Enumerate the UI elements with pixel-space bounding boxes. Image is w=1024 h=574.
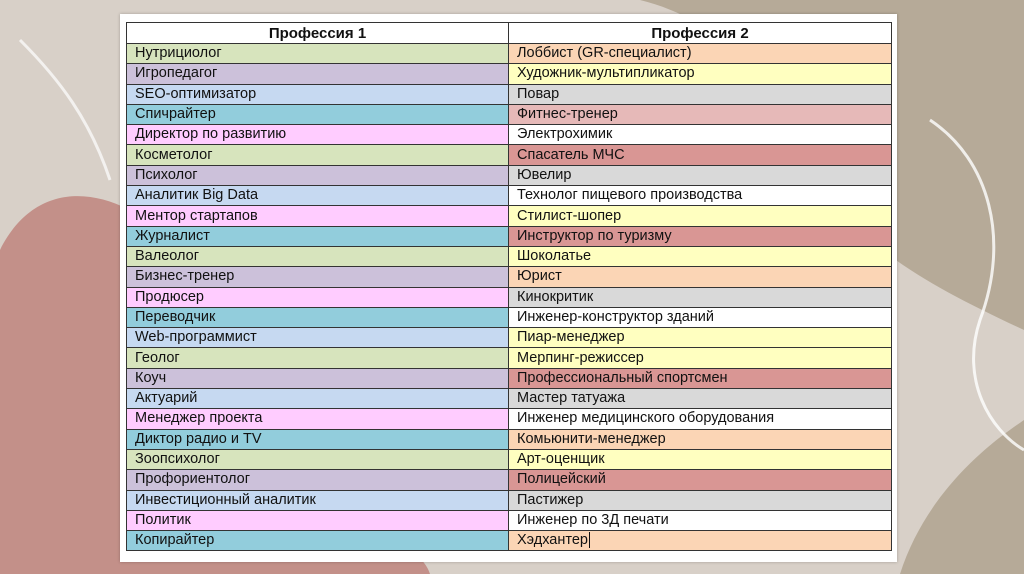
profession-2-cell: Лоббист (GR-специалист) — [509, 44, 892, 64]
table-row — [127, 104, 892, 124]
profession-1-cell: Геолог — [127, 348, 509, 368]
table-row — [127, 165, 892, 185]
table-row — [127, 368, 892, 388]
profession-2-cell: Мастер татуажа — [509, 389, 892, 409]
table-header-row — [127, 23, 892, 44]
profession-2-cell: Кинокритик — [509, 287, 892, 307]
table-row — [127, 531, 892, 551]
profession-2-cell: Спасатель МЧС — [509, 145, 892, 165]
profession-1-cell: Коуч — [127, 368, 509, 388]
profession-1-cell: Политик — [127, 510, 509, 530]
profession-1-cell: Инвестиционный аналитик — [127, 490, 509, 510]
profession-2-cell: Профессиональный спортсмен — [509, 368, 892, 388]
profession-1-cell: Валеолог — [127, 246, 509, 266]
profession-1-cell: Игропедагог — [127, 64, 509, 84]
table-row — [127, 429, 892, 449]
table-row — [127, 307, 892, 327]
profession-1-cell: Копирайтер — [127, 531, 509, 551]
header-profession-1: Профессия 1 — [127, 23, 509, 44]
table-row — [127, 389, 892, 409]
profession-2-cell: Ювелир — [509, 165, 892, 185]
table-row — [127, 125, 892, 145]
table-row — [127, 84, 892, 104]
profession-1-cell: Бизнес-тренер — [127, 267, 509, 287]
profession-2-cell: Художник-мультипликатор — [509, 64, 892, 84]
profession-1-cell: Web-программист — [127, 328, 509, 348]
profession-2-cell: Инструктор по туризму — [509, 226, 892, 246]
table-row — [127, 510, 892, 530]
profession-1-cell: Психолог — [127, 165, 509, 185]
profession-2-cell: Пиар-менеджер — [509, 328, 892, 348]
table-row — [127, 490, 892, 510]
text-cursor — [588, 532, 590, 548]
profession-1-cell: SEO-оптимизатор — [127, 84, 509, 104]
profession-2-cell: Фитнес-тренер — [509, 104, 892, 124]
profession-1-cell: Директор по развитию — [127, 125, 509, 145]
profession-2-cell: Арт-оценщик — [509, 449, 892, 469]
table-row — [127, 449, 892, 469]
profession-1-cell: Спичрайтер — [127, 104, 509, 124]
profession-1-cell: Зоопсихолог — [127, 449, 509, 469]
table-row — [127, 246, 892, 266]
table-row — [127, 226, 892, 246]
profession-1-cell: Ментор стартапов — [127, 206, 509, 226]
table-row — [127, 145, 892, 165]
table-row — [127, 44, 892, 64]
profession-2-cell: Повар — [509, 84, 892, 104]
profession-1-cell: Журналист — [127, 226, 509, 246]
table-row — [127, 206, 892, 226]
professions-table — [126, 22, 892, 551]
profession-1-cell: Косметолог — [127, 145, 509, 165]
profession-2-cell: Полицейский — [509, 470, 892, 490]
professions-table-sheet — [120, 14, 897, 562]
profession-2-cell: Юрист — [509, 267, 892, 287]
table-row — [127, 328, 892, 348]
table-row — [127, 470, 892, 490]
profession-1-cell: Нутрициолог — [127, 44, 509, 64]
profession-2-cell: Инженер по 3Д печати — [509, 510, 892, 530]
profession-1-cell: Диктор радио и TV — [127, 429, 509, 449]
profession-1-cell: Менеджер проекта — [127, 409, 509, 429]
profession-2-cell: Хэдхантер — [509, 531, 892, 551]
profession-1-cell: Профориентолог — [127, 470, 509, 490]
header-profession-2: Профессия 2 — [509, 23, 892, 44]
profession-2-cell: Стилист-шопер — [509, 206, 892, 226]
table-row — [127, 64, 892, 84]
profession-2-cell: Технолог пищевого производства — [509, 186, 892, 206]
table-row — [127, 267, 892, 287]
profession-1-cell: Переводчик — [127, 307, 509, 327]
profession-1-cell: Аналитик Big Data — [127, 186, 509, 206]
profession-2-cell: Инженер-конструктор зданий — [509, 307, 892, 327]
table-row — [127, 348, 892, 368]
profession-2-cell: Комьюнити-менеджер — [509, 429, 892, 449]
table-row — [127, 409, 892, 429]
table-row — [127, 186, 892, 206]
profession-2-cell: Инженер медицинского оборудования — [509, 409, 892, 429]
profession-2-cell: Электрохимик — [509, 125, 892, 145]
profession-1-cell: Продюсер — [127, 287, 509, 307]
profession-2-cell: Пастижер — [509, 490, 892, 510]
profession-1-cell: Актуарий — [127, 389, 509, 409]
profession-2-cell: Шоколатье — [509, 246, 892, 266]
profession-2-cell: Мерпинг-режиссер — [509, 348, 892, 368]
table-row — [127, 287, 892, 307]
